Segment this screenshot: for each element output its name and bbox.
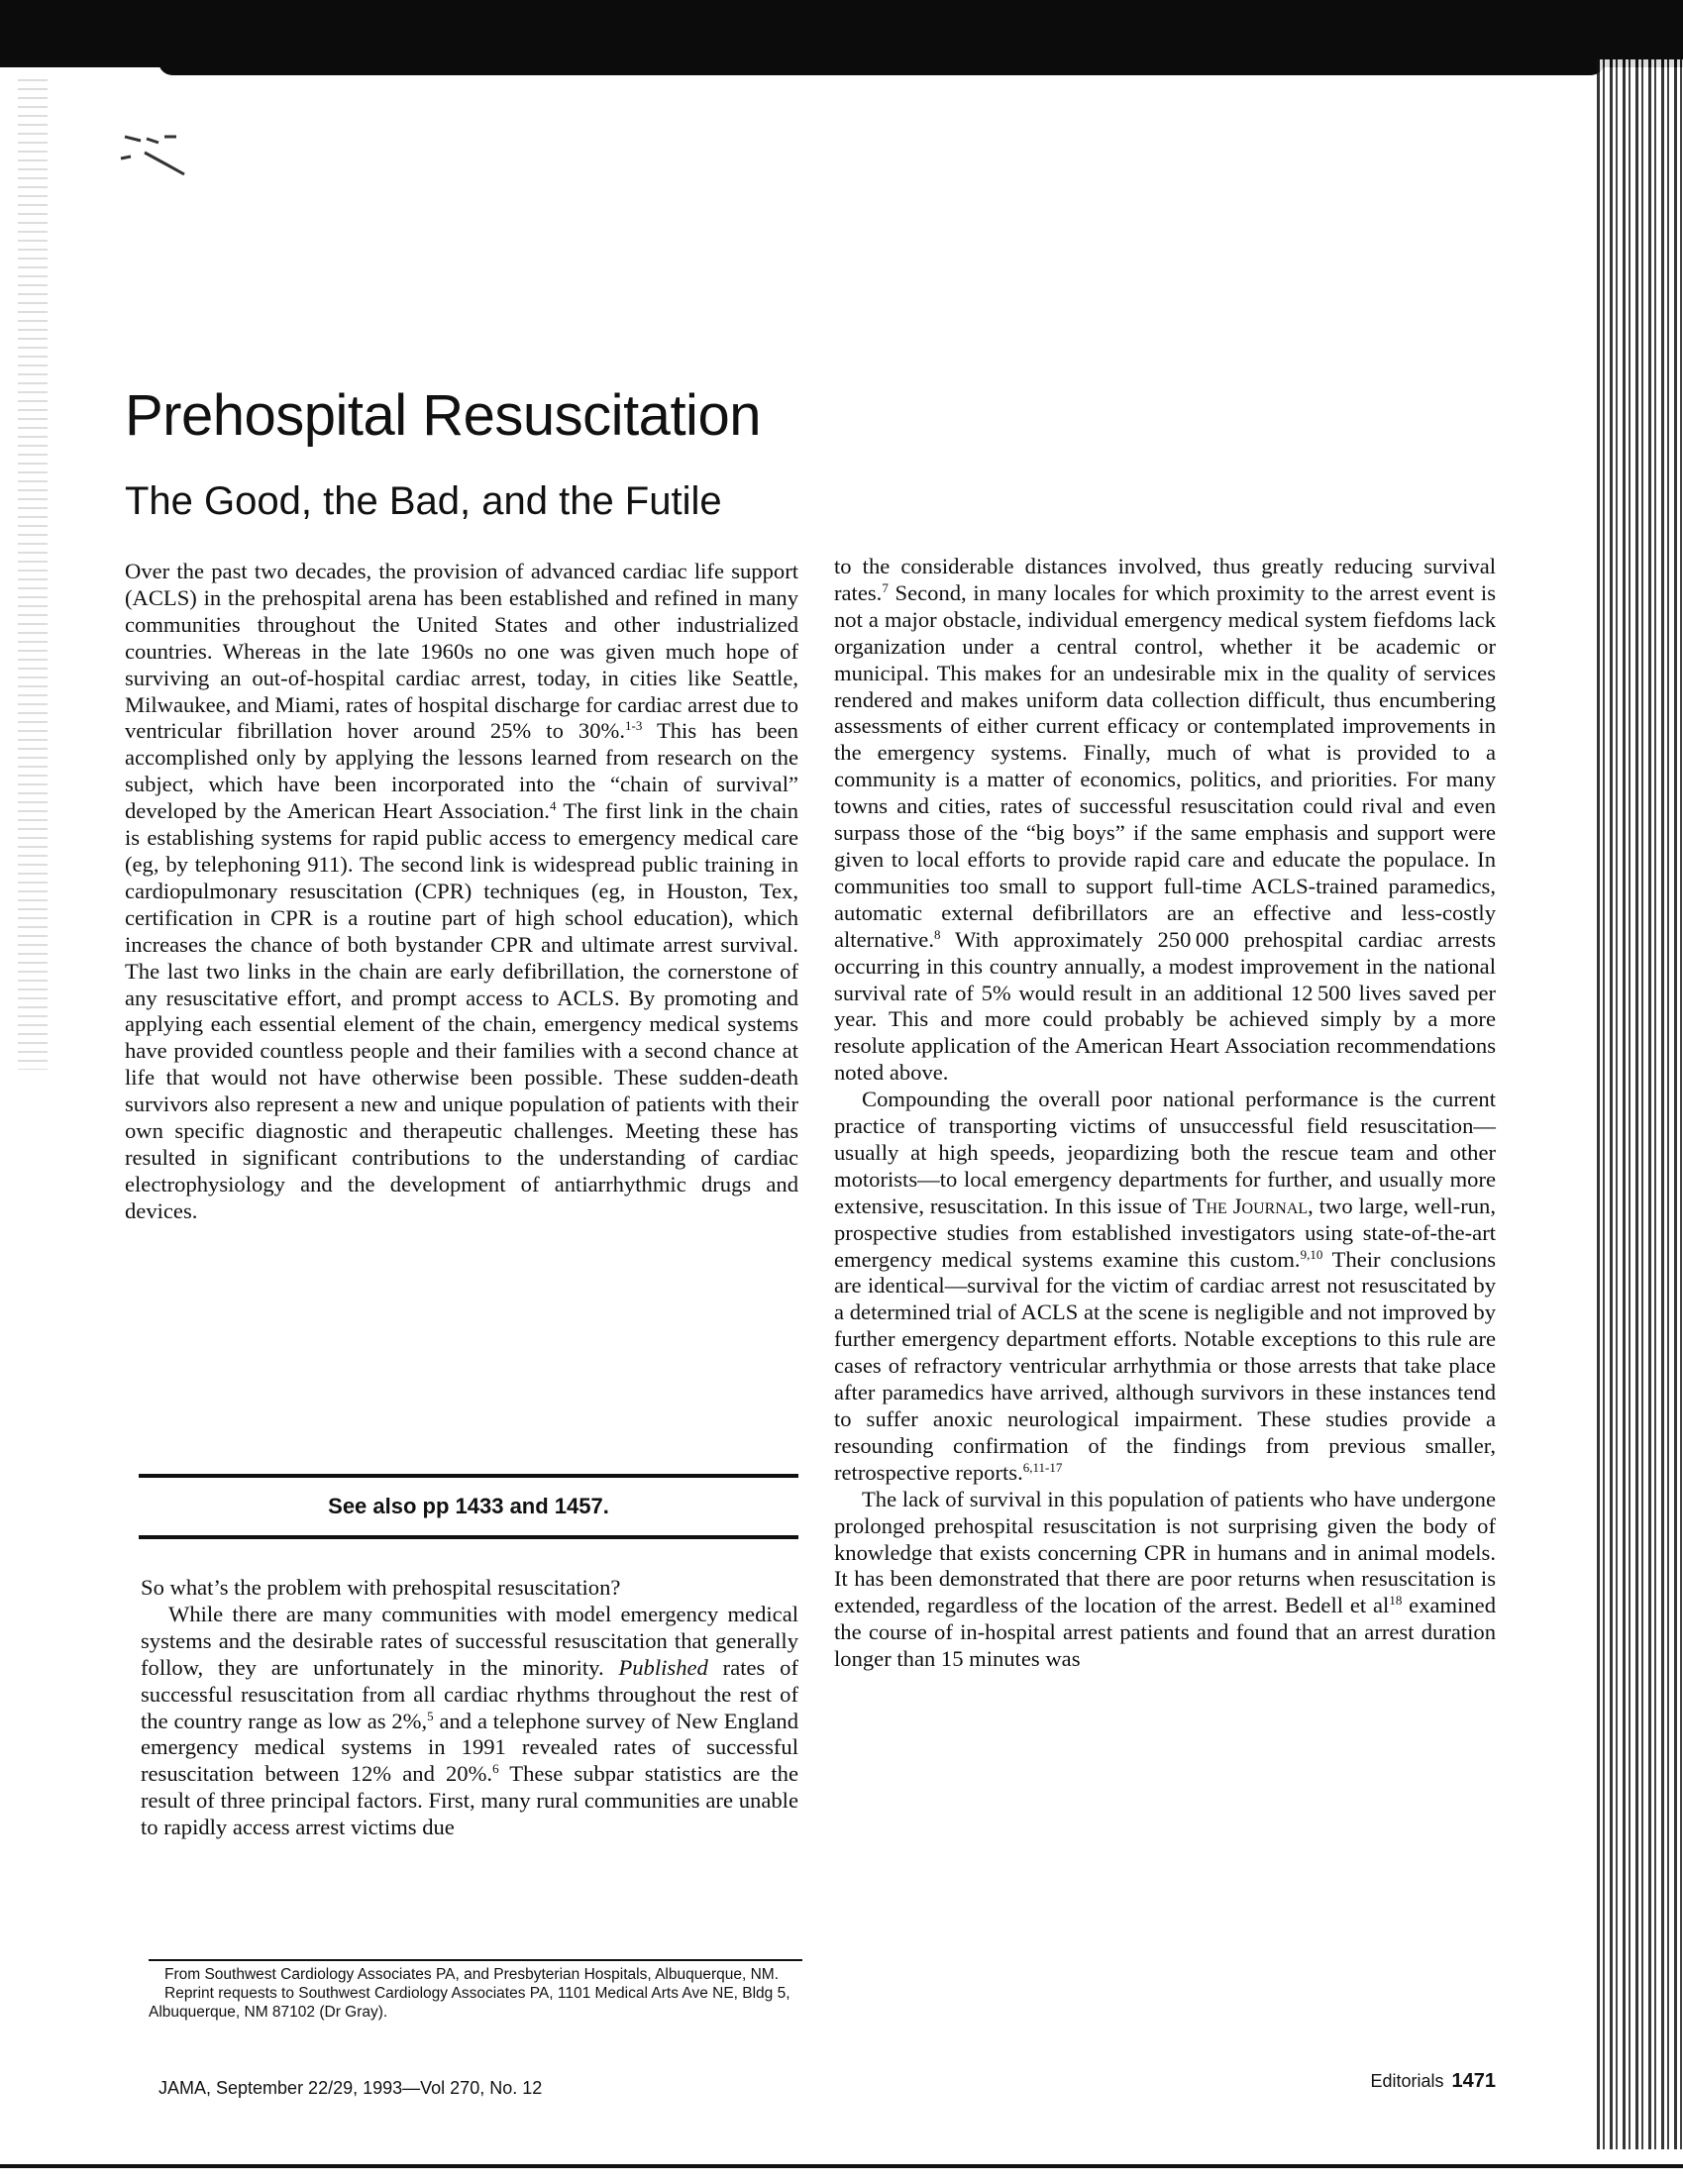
scan-left-edge <box>18 79 48 1070</box>
reference-superscript: 6 <box>492 1761 499 1777</box>
journal-citation: JAMA, September 22/29, 1993—Vol 270, No. 12 <box>158 2078 543 2098</box>
paragraph: to the considerable distances involved, thus greatly reducing survival rates.$^7$ Second, in many locales for which proximity to the arrest event is not a major obstacle, individual emergency medical system fiefdoms lack organization under a central control, whether it be academic or municipal. This makes for an undesirable mix in the quality of services rendered and makes uniform data collection difficult, thus encumbering assessments of either current efficacy or contemplated improvements in the emergency systems. Finally, much of what is provided to a community is a matter of economics, politics, and priorities. For many towns and cities, rates of successful resuscitation could rival and even surpass those of the “big boys” if the same emphasis and support were given to local efforts to provide rapid care and educate the populace. In communities too small to support full-time ACLS-trained paramedics, automatic external defibrillators are an effective and less-costly alternative.$^8$ With approximately 250 000 prehospital cardiac arrests occurring in this country annually, a modest improvement in the national survival rate of 5% would result in an additional 12 500 lives saved per year. This and more could probably be achieved simply by a more resolute application of the American Heart Association recommendations noted above. <box>834 554 1496 1086</box>
page-number: 1471 <box>1451 2070 1496 2092</box>
reference-superscript: 8 <box>934 926 941 942</box>
author-footnote <box>149 1959 802 2022</box>
right-column <box>834 554 1496 1673</box>
reference-superscript: 1-3 <box>624 718 643 734</box>
section-label: Editorials <box>1370 2071 1444 2091</box>
see-also-box: See also pp 1433 and 1457. <box>139 1474 798 1539</box>
affiliation-note: From Southwest Cardiology Associates PA, and Presbyterian Hospitals, Albuquerque, NM. <box>164 1966 780 1983</box>
scan-top-border <box>0 0 1683 67</box>
handwritten-scribble-marks <box>117 131 236 190</box>
article-title: Prehospital Resuscitation <box>125 383 761 448</box>
scan-bottom-edge <box>0 2164 1683 2168</box>
paragraph: While there are many communities with model emergency medical systems and the desirable rates of successful resuscitation that generally follow, they are unfortunately in the minority. Published rates of successful resuscitation from all cardiac rhythms throughout the rest of the country range as low as 2%,$^5$ and a telephone survey of New England emergency medical systems in 1991 revealed rates of successful resuscitation between 12% and 20%.$^6$ These subpar statistics are the result of three principal factors. First, many rural communities are unable to rapidly access arrest victims due <box>141 1601 799 1840</box>
reference-superscript: 4 <box>549 798 557 814</box>
page-footer-right <box>1357 2070 1496 2093</box>
scan-top-shadow <box>158 61 1605 75</box>
reference-superscript: 7 <box>882 579 889 595</box>
journal-name: The Journal <box>1192 1193 1309 1218</box>
reference-superscript: 5 <box>427 1708 434 1723</box>
paragraph: The lack of survival in this population of patients who have undergone prolonged prehospital resuscitation is not surprising given the body of knowledge that exists concerning CPR in humans and in animal models. It has been demonstrated that there are poor returns when resuscitation is extended, regardless of the location of the arrest. Bedell et $al^{18}$ examined the course of in-hospital arrest patients and found that an arrest duration longer than 15 minutes was <box>834 1486 1496 1672</box>
paragraph: Compounding the overall poor national performance is the current practice of transporting victims of unsuccessful field resuscitation—usually at high speeds, jeopardizing both the rescue team and other motorists—to local emergency departments for further, and usually more extensive, resuscitation. In this issue of The Journal, two large, well-run, prospective studies from established investigators using state-of-the-art emergency medical systems examine this custom.$^{9,10}$ Their conclusions are identical—survival for the victim of cardiac arrest not resuscitated by a determined trial of ACLS at the scene is negligible and not improved by further emergency department efforts. Notable exceptions to this rule are cases of refractory ventricular arrhythmia or those arrests that take place after paramedics have arrived, although survivors in these instances tend to suffer anoxic neurological impairment. These studies provide a resounding confirmation of the findings from previous smaller, retrospective reports.$^{6,11-17}$ <box>834 1087 1496 1485</box>
left-column-continued <box>141 1575 798 1841</box>
paragraph: Over the past two decades, the provision of advanced cardiac life support (ACLS) in the prehospital arena has been established and refined in many communities throughout the United States and other industrialized countries. Whereas in the late 1960s no one was given much hope of surviving an out-of-hospital cardiac arrest, today, in cities like Seattle, Milwaukee, and Miami, rates of hospital discharge for cardiac arrest due to ventricular fibrillation hover around 25% to 30%.$^{1-3}$ This has been accomplished only by applying the lessons learned from research on the subject, which have been incorporated into the “chain of survival” developed by the American Heart Association.$^4$ The first link in the chain is establishing systems for rapid public access to emergency medical care (eg, by telephoning 911). The second link is widespread public training in cardiopulmonary resuscitation (CPR) techniques (eg, in Houston, Tex, certification in CPR is a routine part of high school education), which increases the chance of both bystander CPR and ultimate arrest survival. The last two links in the chain are early defibrillation, the cornerstone of any resuscitative effort, and prompt access to ACLS. By promoting and applying each essential element of the chain, emergency medical systems have provided countless people and their families with a second chance at life that would not have otherwise been possible. These sudden-death survivors also represent a new and unique population of patients with their own specific diagnostic and therapeutic challenges. Meeting these has resulted in significant contributions to the understanding of cardiac electrophysiology and the development of antiarrhythmic drugs and devices. <box>125 559 798 1223</box>
article-subtitle: The Good, the Bad, and the Futile <box>125 479 722 523</box>
left-column-intro <box>125 559 798 1225</box>
reference-superscript: 6,11-17 <box>1022 1459 1063 1475</box>
scan-right-binding-edge <box>1597 59 1683 2149</box>
reference-superscript: 9,10 <box>1300 1246 1323 1262</box>
reprint-note: Reprint requests to Southwest Cardiology Associates PA, 1101 Medical Arts Ave NE, Bldg 5, Albuquerque, NM 87102 (Dr Gray). <box>149 1985 790 2021</box>
reference-superscript: 18 <box>1389 1593 1403 1609</box>
paragraph: So what’s the problem with prehospital resuscitation? <box>141 1575 621 1600</box>
